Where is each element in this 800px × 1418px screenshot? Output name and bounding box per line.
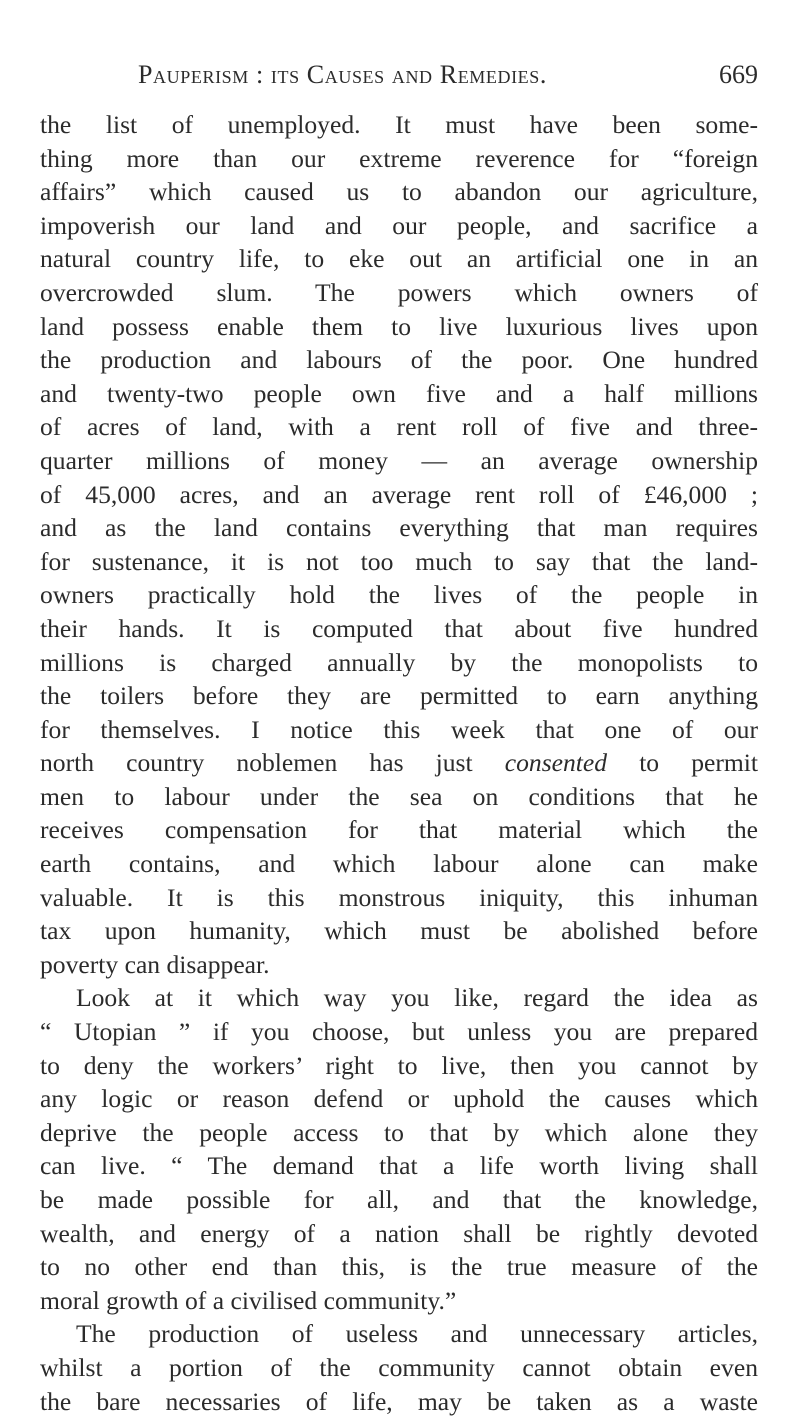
text-line: of acres of land, with a rent roll of five and three- — [40, 412, 758, 442]
text-line: whilst a portion of the community cannot obtain even — [40, 1352, 758, 1382]
text-line: for themselves. I notice this week that one of our — [40, 714, 758, 744]
text-line: and as the land contains everything that man requires — [40, 513, 758, 543]
text-segment: to permit — [639, 748, 759, 778]
text-line: can live. “ The demand that a life worth living shall — [40, 1151, 758, 1181]
italic-word: consented — [504, 748, 608, 778]
text-line: Look at it which way you like, regard the idea as — [76, 983, 758, 1013]
text-segment: north country noblemen has just — [40, 748, 473, 778]
text-line: to deny the workers’ right to live, then you cannot by — [40, 1050, 758, 1080]
text-line: earth contains, and which labour alone can make — [40, 849, 758, 879]
text-line: tax upon humanity, which must be abolished before — [40, 916, 758, 946]
running-head — [138, 60, 758, 100]
text-line: valuable. It is this monstrous iniquity, this inhuman — [40, 882, 758, 912]
text-line: the toilers before they are permitted to earn anything — [40, 681, 758, 711]
text-line: be made possible for all, and that the knowledge, — [40, 1185, 758, 1214]
text-line: land possess enable them to live luxurious lives upon — [40, 311, 758, 341]
text-line: “ Utopian ” if you choose, but unless you are prepared — [40, 1017, 758, 1047]
text-line: any logic or reason defend or uphold the causes which — [40, 1084, 758, 1114]
text-line: thing more than our extreme reverence for “foreign — [40, 143, 758, 173]
text-line: men to labour under the sea on conditions that he — [40, 781, 758, 811]
text-line: overcrowded slum. The powers which owners of — [40, 277, 758, 307]
text-line: to no other end than this, is the true measure of the — [40, 1252, 758, 1282]
text-line: The production of useless and unnecessary articles, — [76, 1319, 758, 1349]
text-line: and twenty-two people own five and a half millions — [40, 378, 758, 408]
text-line: the production and labours of the poor. One hundred — [40, 345, 758, 375]
text-line: the list of unemployed. It must have been some- — [40, 110, 758, 139]
text-line: their hands. It is computed that about five hundred — [40, 613, 758, 643]
text-line: deprive the people access to that by which alone they — [40, 1117, 758, 1147]
page-number: 669 — [719, 60, 758, 89]
text-line: receives compensation for that material which the — [40, 815, 758, 845]
text-line: natural country life, to eke out an artificial one in an — [40, 244, 758, 274]
text-line: impoverish our land and our people, and sacrifice a — [40, 210, 758, 240]
text-line — [40, 746, 758, 780]
text-line: poverty can disappear. — [40, 949, 270, 979]
text-line: the bare necessaries of life, may be taken as a waste — [40, 1386, 758, 1416]
text-line: of 45,000 acres, and an average rent roll of £46,000 ; — [40, 479, 758, 509]
text-line: owners practically hold the lives of the people in — [40, 580, 758, 610]
running-title: Pauperism : its Causes and Remedies. — [138, 60, 547, 89]
text-line: wealth, and energy of a nation shall be rightly devoted — [40, 1218, 758, 1248]
body-text — [40, 108, 758, 1418]
text-line: moral growth of a civilised community.” — [40, 1285, 457, 1315]
text-line: millions is charged annually by the monopolists to — [40, 647, 758, 677]
text-line: for sustenance, it is not too much to say that the land- — [40, 546, 758, 576]
text-line: quarter millions of money — an average ownership — [40, 445, 758, 475]
text-line: affairs” which caused us to abandon our agriculture, — [40, 177, 758, 207]
